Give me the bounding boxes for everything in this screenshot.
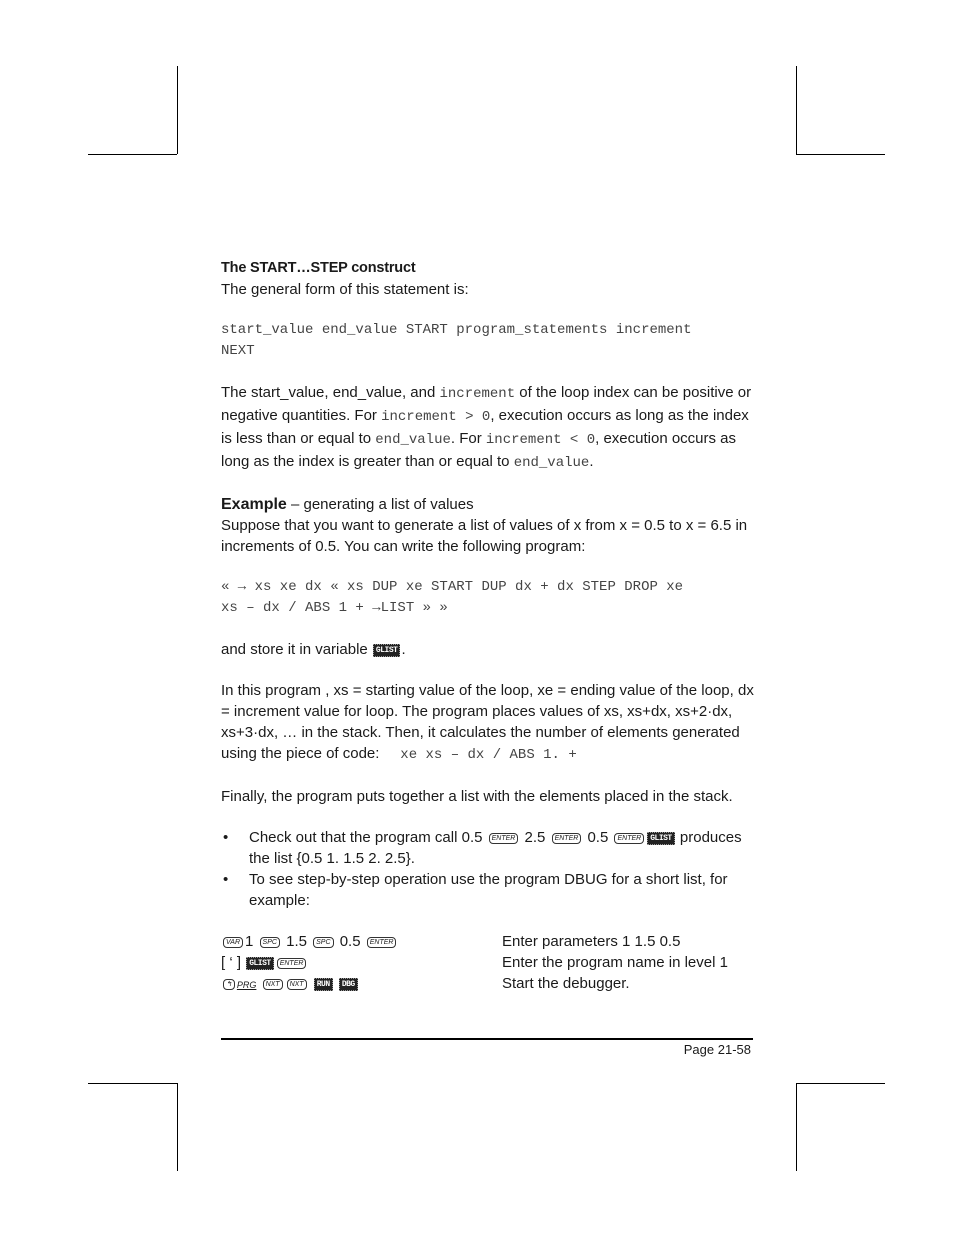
spc-key-icon: SPC: [313, 937, 333, 948]
left-shift-key-icon: ↰: [223, 979, 235, 990]
page-number: Page 21-58: [683, 1042, 751, 1057]
crop-mark: [796, 154, 885, 155]
code-snippet: xe xs – dx / ABS 1. +: [400, 747, 577, 763]
run-softkey-icon: RUN: [314, 978, 333, 991]
program-code: « → xs xe dx « xs DUP xe START DUP dx + dx STEP DROP xe: [221, 579, 684, 595]
intro-text: The general form of this statement is:: [221, 281, 469, 298]
program-code: xs – dx / ABS 1 + →LIST » »: [221, 600, 448, 616]
glist-softkey-icon: GLIST: [246, 957, 274, 970]
crop-mark: [88, 1083, 177, 1084]
key-row-description: Start the debugger.: [502, 975, 630, 992]
example-label: Example: [221, 496, 287, 513]
enter-key-icon: ENTER: [489, 833, 519, 844]
enter-key-icon: ENTER: [277, 958, 307, 969]
dbg-softkey-icon: DBG: [339, 978, 358, 991]
enter-key-icon: ENTER: [614, 833, 644, 844]
example-text: Suppose that you want to generate a list of values of x from x = 0.5 to x = 6.5 in increments of 0.5. You can write the following program:: [221, 517, 748, 555]
glist-softkey-icon: GLIST: [647, 832, 675, 845]
syntax-line: NEXT: [221, 343, 255, 359]
nxt-key-icon: NXT: [287, 979, 307, 990]
crop-mark: [88, 154, 177, 155]
store-instruction: and store it in variable GLIST .: [221, 641, 406, 658]
loop-description: The start_value, end_value, and increment of the loop index can be positive or negative quantities. For increment > 0, execution occurs as long as the index is less than or equal to end_value. For increment < 0, execution occurs as long as the index is greater than or equal to end_value.: [221, 384, 752, 471]
enter-key-icon: ENTER: [367, 937, 397, 948]
section-heading: The START…STEP construct: [221, 260, 416, 276]
syntax-line: start_value end_value START program_statements increment: [221, 322, 692, 338]
key-sequence-row: [221, 973, 761, 996]
spc-key-icon: SPC: [260, 937, 280, 948]
prg-label-icon: PRG: [236, 980, 257, 990]
glist-softkey-icon: GLIST: [373, 644, 401, 657]
nxt-key-icon: NXT: [263, 979, 283, 990]
example-heading: Example – generating a list of values: [221, 496, 474, 513]
key-sequence-row: [ ‘ ] GLIST ENTER Enter the program name in level 1: [221, 954, 728, 971]
key-row-description: Enter the program name in level 1: [502, 954, 728, 971]
list-item: • To see step-by-step operation use the program DBUG for a short list, for example:: [221, 869, 761, 911]
page-content: [221, 258, 761, 996]
key-sequence-row: VAR 1 SPC 1.5 SPC 0.5 ENTER Enter parameters 1 1.5 0.5: [221, 931, 761, 952]
enter-key-icon: ENTER: [552, 833, 582, 844]
var-key-icon: VAR: [223, 937, 243, 948]
program-explanation: In this program , xs = starting value of the loop, xe = ending value of the loop, dx = increment value for loop. The program places values of xs, xs+dx, xs+2·dx, xs+3·dx, … in the stack. Then, it calculates the number of elements generated using the piece of code: xe xs – dx / ABS 1. +: [221, 682, 754, 763]
bullet-list: [221, 827, 761, 911]
footer-rule: [221, 1038, 753, 1040]
crop-mark: [796, 1083, 797, 1171]
crop-mark: [177, 66, 178, 154]
crop-mark: [177, 1083, 178, 1171]
final-text: Finally, the program puts together a list with the elements placed in the stack.: [221, 788, 733, 805]
crop-mark: [796, 66, 797, 154]
list-item: • Check out that the program call 0.5 ENTER 2.5 ENTER 0.5 ENTER GLIST produces the list {0.5 1. 1.5 2. 2.5}.: [221, 827, 761, 869]
key-row-description: Enter parameters 1 1.5 0.5: [502, 933, 681, 950]
crop-mark: [796, 1083, 885, 1084]
